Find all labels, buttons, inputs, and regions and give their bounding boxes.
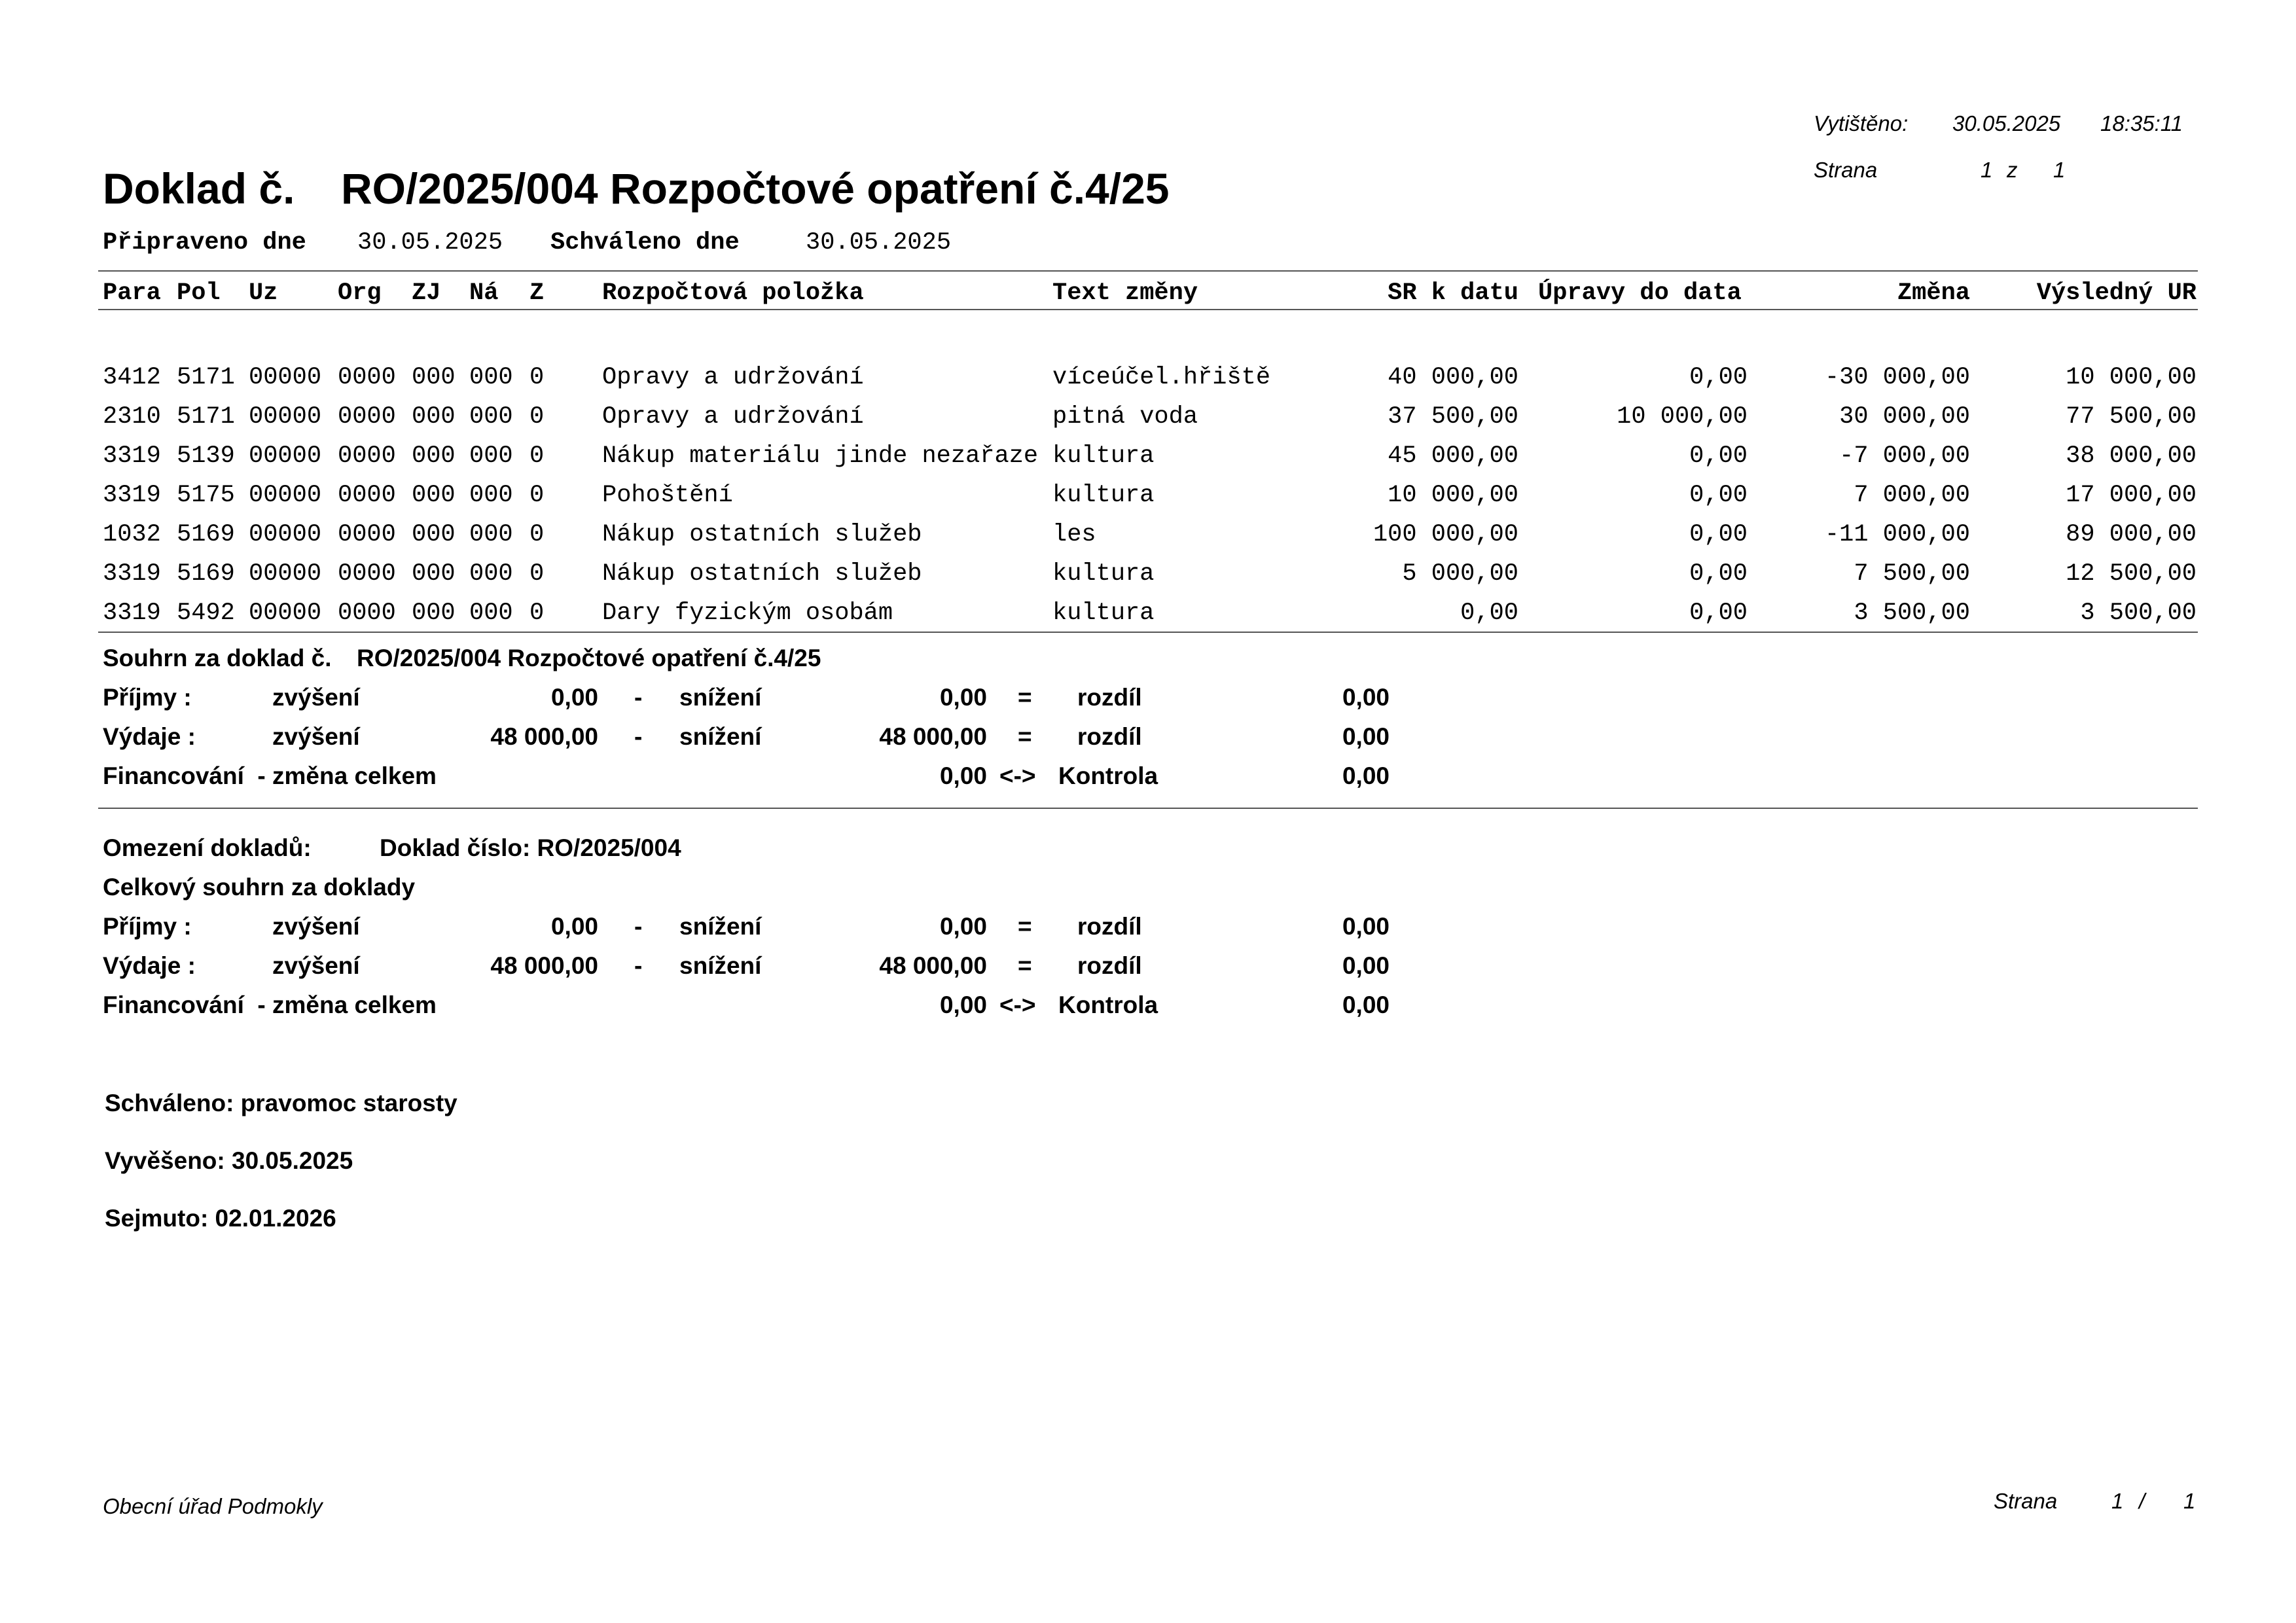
total-fin-check-label: Kontrola xyxy=(1058,991,1158,1018)
cell-uz: 00000 xyxy=(249,482,322,509)
cell-item: Pohoštění xyxy=(602,482,733,509)
total-fin-label: Financování - změna celkem xyxy=(103,991,437,1018)
table-row xyxy=(0,364,2296,403)
cell-sr: 45 000,00 xyxy=(1388,442,1518,470)
cell-sr: 0,00 xyxy=(1460,599,1518,627)
total-vydaje-diff: 0,00 xyxy=(1342,952,1390,979)
cell-item: Nákup ostatních služeb xyxy=(602,560,922,588)
page-top-current: 1 xyxy=(1981,158,1993,182)
total-vydaje-inc: 48 000,00 xyxy=(490,952,598,979)
total-fin-check: 0,00 xyxy=(1342,991,1390,1018)
cell-text: víceúčel.hřiště xyxy=(1052,364,1271,391)
cell-na: 000 xyxy=(469,442,513,470)
prepared-date: 30.05.2025 xyxy=(357,229,503,257)
total-vydaje-dec-label: snížení xyxy=(679,952,762,979)
col-zj: ZJ xyxy=(412,279,441,307)
total-prijmy-minus: - xyxy=(634,913,643,940)
summary-vydaje-row xyxy=(0,723,2296,762)
footer-page-current: 1 xyxy=(2111,1489,2124,1513)
vydaje-inc-label: zvýšení xyxy=(272,723,360,750)
cell-para: 3319 xyxy=(103,442,161,470)
total-prijmy-inc: 0,00 xyxy=(550,913,598,940)
table-row xyxy=(0,482,2296,521)
cell-zmena: 3 500,00 xyxy=(1854,599,1970,627)
total-prijmy-dec: 0,00 xyxy=(939,913,987,940)
cell-pol: 5139 xyxy=(177,442,235,470)
note-posted: Vyvěšeno: 30.05.2025 xyxy=(105,1147,353,1174)
col-zmena: Změna xyxy=(1897,279,1970,307)
table-row xyxy=(0,560,2296,599)
footer-page-total: 1 xyxy=(2183,1489,2196,1513)
cell-para: 3319 xyxy=(103,560,161,588)
cell-ur: 77 500,00 xyxy=(2066,403,2197,431)
vydaje-eq: = xyxy=(1018,723,1032,750)
total-vydaje-minus: - xyxy=(634,952,643,979)
cell-pol: 5169 xyxy=(177,521,235,548)
cell-sr: 100 000,00 xyxy=(1372,521,1518,548)
cell-upravy: 0,00 xyxy=(1689,521,1748,548)
cell-na: 000 xyxy=(469,560,513,588)
prijmy-diff-label: rozdíl xyxy=(1077,684,1142,711)
cell-org: 0000 xyxy=(338,403,396,431)
cell-sr: 10 000,00 xyxy=(1388,482,1518,509)
cell-org: 0000 xyxy=(338,364,396,391)
cell-item: Opravy a udržování xyxy=(602,364,864,391)
cell-pol: 5171 xyxy=(177,403,235,431)
cell-zmena: -7 000,00 xyxy=(1839,442,1970,470)
cell-uz: 00000 xyxy=(249,521,322,548)
total-vydaje-inc-label: zvýšení xyxy=(272,952,360,979)
cell-pol: 5169 xyxy=(177,560,235,588)
col-na: Ná xyxy=(469,279,499,307)
cell-para: 2310 xyxy=(103,403,161,431)
table-row xyxy=(0,521,2296,560)
cell-zj: 000 xyxy=(412,364,456,391)
col-uz: Uz xyxy=(249,279,278,307)
vydaje-minus: - xyxy=(634,723,643,750)
prijmy-inc: 0,00 xyxy=(550,684,598,711)
table-bottom-rule xyxy=(98,632,2198,633)
page-top-of: z xyxy=(2007,158,2018,182)
cell-z: 0 xyxy=(529,482,545,509)
total-title: Celkový souhrn za doklady xyxy=(103,874,416,901)
cell-na: 000 xyxy=(469,482,513,509)
col-para: Para xyxy=(103,279,161,307)
summary-title: RO/2025/004 Rozpočtové opatření č.4/25 xyxy=(357,645,821,671)
cell-zj: 000 xyxy=(412,403,456,431)
prijmy-inc-label: zvýšení xyxy=(272,684,360,711)
col-z: Z xyxy=(529,279,545,307)
total-vydaje-diff-label: rozdíl xyxy=(1077,952,1142,979)
prijmy-dec: 0,00 xyxy=(939,684,987,711)
total-prijmy-diff-label: rozdíl xyxy=(1077,913,1142,940)
total-fin-arrow: <-> xyxy=(999,991,1036,1018)
restriction-value: Doklad číslo: RO/2025/004 xyxy=(380,834,681,861)
cell-pol: 5171 xyxy=(177,364,235,391)
printed-label: Vytištěno: xyxy=(1814,111,1909,135)
doc-title: RO/2025/004 Rozpočtové opatření č.4/25 xyxy=(341,164,1170,213)
table-row xyxy=(0,442,2296,482)
cell-zmena: -11 000,00 xyxy=(1824,521,1970,548)
cell-text: les xyxy=(1052,521,1096,548)
cell-na: 000 xyxy=(469,364,513,391)
total-vydaje-dec: 48 000,00 xyxy=(879,952,987,979)
cell-item: Nákup ostatních služeb xyxy=(602,521,922,548)
total-prijmy-eq: = xyxy=(1018,913,1032,940)
col-pol: Pol xyxy=(177,279,221,307)
cell-upravy: 0,00 xyxy=(1689,442,1748,470)
total-prijmy-label: Příjmy : xyxy=(103,913,192,940)
cell-upravy: 10 000,00 xyxy=(1617,403,1748,431)
cell-ur: 10 000,00 xyxy=(2066,364,2197,391)
col-sr: SR k datu xyxy=(1388,279,1518,307)
summary-title-prefix: Souhrn za doklad č. xyxy=(103,645,332,671)
footer-office: Obecní úřad Podmokly xyxy=(103,1494,323,1518)
cell-text: kultura xyxy=(1052,482,1155,509)
cell-upravy: 0,00 xyxy=(1689,560,1748,588)
col-ur: Výsledný UR xyxy=(2036,279,2197,307)
cell-zmena: 7 500,00 xyxy=(1854,560,1970,588)
cell-z: 0 xyxy=(529,403,545,431)
fin-value: 0,00 xyxy=(939,762,987,789)
total-vydaje-row xyxy=(0,952,2296,991)
cell-org: 0000 xyxy=(338,442,396,470)
fin-check: 0,00 xyxy=(1342,762,1390,789)
cell-zj: 000 xyxy=(412,599,456,627)
total-fin-value: 0,00 xyxy=(939,991,987,1018)
total-fin-row xyxy=(0,991,2296,1031)
cell-ur: 38 000,00 xyxy=(2066,442,2197,470)
cell-uz: 00000 xyxy=(249,599,322,627)
table-row xyxy=(0,599,2296,639)
cell-z: 0 xyxy=(529,599,545,627)
cell-upravy: 0,00 xyxy=(1689,599,1748,627)
cell-org: 0000 xyxy=(338,482,396,509)
cell-uz: 00000 xyxy=(249,442,322,470)
footer-page-label: Strana xyxy=(1994,1489,2058,1513)
cell-zj: 000 xyxy=(412,482,456,509)
printed-date: 30.05.2025 xyxy=(1952,111,2061,135)
col-item: Rozpočtová položka xyxy=(602,279,864,307)
cell-upravy: 0,00 xyxy=(1689,482,1748,509)
prijmy-dec-label: snížení xyxy=(679,684,762,711)
cell-item: Dary fyzickým osobám xyxy=(602,599,893,627)
note-approved: Schváleno: pravomoc starosty xyxy=(105,1090,457,1116)
note-removed: Sejmuto: 02.01.2026 xyxy=(105,1205,336,1232)
cell-upravy: 0,00 xyxy=(1689,364,1748,391)
cell-org: 0000 xyxy=(338,560,396,588)
table-row xyxy=(0,403,2296,442)
restriction-label: Omezení dokladů: xyxy=(103,834,312,861)
col-upravy: Úpravy do data xyxy=(1538,279,1742,307)
cell-z: 0 xyxy=(529,364,545,391)
total-vydaje-eq: = xyxy=(1018,952,1032,979)
prijmy-diff: 0,00 xyxy=(1342,684,1390,711)
cell-pol: 5175 xyxy=(177,482,235,509)
cell-text: kultura xyxy=(1052,560,1155,588)
cell-text: kultura xyxy=(1052,442,1155,470)
vydaje-dec-label: snížení xyxy=(679,723,762,750)
cell-zj: 000 xyxy=(412,521,456,548)
vydaje-dec: 48 000,00 xyxy=(879,723,987,750)
cell-item: Opravy a udržování xyxy=(602,403,864,431)
cell-uz: 00000 xyxy=(249,403,322,431)
printed-time: 18:35:11 xyxy=(2100,111,2183,135)
page-top-label: Strana xyxy=(1814,158,1878,182)
cell-na: 000 xyxy=(469,403,513,431)
doc-title-prefix: Doklad č. xyxy=(103,164,295,213)
cell-uz: 00000 xyxy=(249,560,322,588)
cell-na: 000 xyxy=(469,599,513,627)
cell-ur: 3 500,00 xyxy=(2080,599,2197,627)
approved-label: Schváleno dne xyxy=(550,229,740,257)
fin-arrow: <-> xyxy=(999,762,1036,789)
cell-org: 0000 xyxy=(338,599,396,627)
cell-text: kultura xyxy=(1052,599,1155,627)
col-org: Org xyxy=(338,279,382,307)
total-prijmy-dec-label: snížení xyxy=(679,913,762,940)
cell-zmena: 7 000,00 xyxy=(1854,482,1970,509)
cell-pol: 5492 xyxy=(177,599,235,627)
total-prijmy-inc-label: zvýšení xyxy=(272,913,360,940)
cell-para: 3412 xyxy=(103,364,161,391)
cell-zj: 000 xyxy=(412,560,456,588)
cell-zmena: -30 000,00 xyxy=(1824,364,1970,391)
cell-uz: 00000 xyxy=(249,364,322,391)
footer-page-sep: / xyxy=(2139,1489,2145,1513)
cell-para: 3319 xyxy=(103,482,161,509)
cell-sr: 5 000,00 xyxy=(1402,560,1518,588)
summary-bottom-rule xyxy=(98,808,2198,809)
fin-label: Financování - změna celkem xyxy=(103,762,437,789)
total-vydaje-label: Výdaje : xyxy=(103,952,196,979)
cell-zj: 000 xyxy=(412,442,456,470)
vydaje-inc: 48 000,00 xyxy=(490,723,598,750)
summary-fin-row xyxy=(0,762,2296,802)
approved-date: 30.05.2025 xyxy=(806,229,952,257)
cell-item: Nákup materiálu jinde nezařaze xyxy=(602,442,1039,470)
header-bottom-rule xyxy=(98,309,2198,310)
cell-para: 1032 xyxy=(103,521,161,548)
cell-na: 000 xyxy=(469,521,513,548)
cell-sr: 40 000,00 xyxy=(1388,364,1518,391)
cell-org: 0000 xyxy=(338,521,396,548)
cell-z: 0 xyxy=(529,560,545,588)
cell-ur: 89 000,00 xyxy=(2066,521,2197,548)
cell-z: 0 xyxy=(529,442,545,470)
cell-sr: 37 500,00 xyxy=(1388,403,1518,431)
prijmy-eq: = xyxy=(1018,684,1032,711)
prepared-label: Připraveno dne xyxy=(103,229,306,257)
fin-check-label: Kontrola xyxy=(1058,762,1158,789)
cell-text: pitná voda xyxy=(1052,403,1198,431)
header-top-rule xyxy=(98,270,2198,272)
cell-z: 0 xyxy=(529,521,545,548)
cell-ur: 17 000,00 xyxy=(2066,482,2197,509)
prijmy-minus: - xyxy=(634,684,643,711)
cell-zmena: 30 000,00 xyxy=(1839,403,1970,431)
vydaje-diff-label: rozdíl xyxy=(1077,723,1142,750)
total-prijmy-diff: 0,00 xyxy=(1342,913,1390,940)
col-text: Text změny xyxy=(1052,279,1198,307)
cell-ur: 12 500,00 xyxy=(2066,560,2197,588)
vydaje-diff: 0,00 xyxy=(1342,723,1390,750)
page-top-total: 1 xyxy=(2053,158,2066,182)
cell-para: 3319 xyxy=(103,599,161,627)
summary-prijmy-row xyxy=(0,684,2296,723)
prijmy-label: Příjmy : xyxy=(103,684,192,711)
vydaje-label: Výdaje : xyxy=(103,723,196,750)
total-prijmy-row xyxy=(0,913,2296,952)
